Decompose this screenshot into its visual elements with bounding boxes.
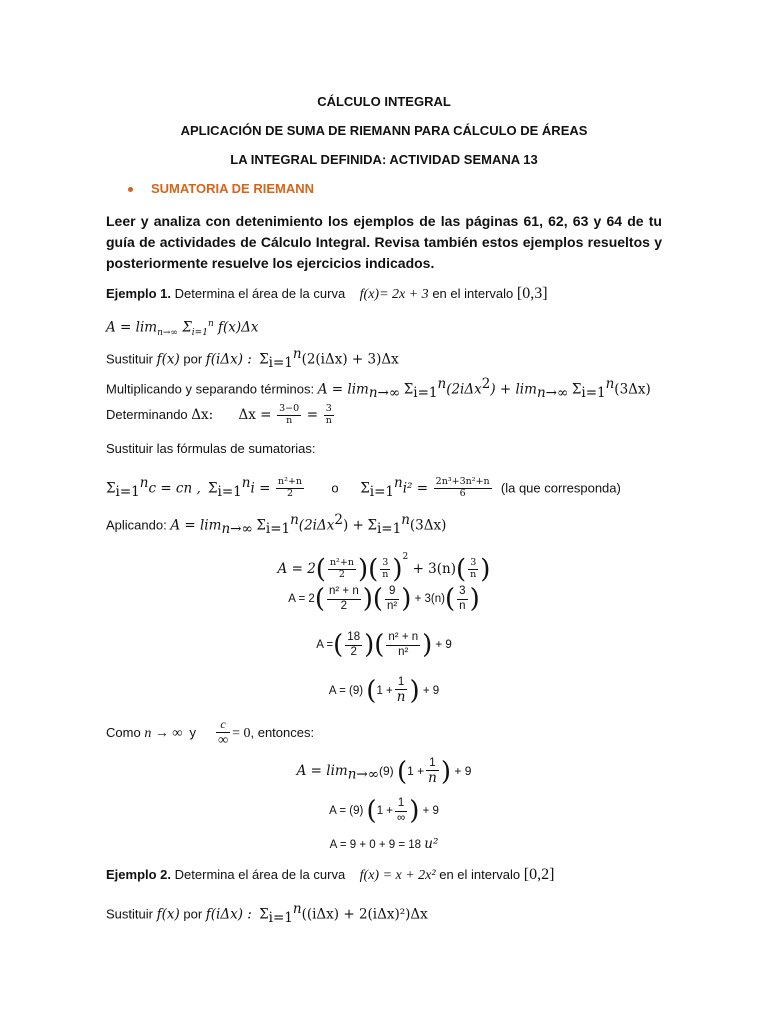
- equals-sign: =: [306, 407, 319, 423]
- como-line: [106, 716, 314, 751]
- infinity-b: 1 +: [376, 805, 393, 818]
- frac-den: n: [459, 599, 466, 612]
- apply-plus: ) +: [342, 517, 364, 534]
- doc-title: CÁLCULO INTEGRAL: [317, 94, 451, 109]
- intro-paragraph: Leer y analiza con detenimiento los ejemplos de las páginas 61, 62, 63 y 64 de tu guía de actividades de Cálculo Integral. Revisa también estos ejemplos resueltos y posteriormente resuelve los ejercicios indicados.: [106, 213, 662, 271]
- frac-den: 6: [459, 488, 466, 500]
- frac-num: 1: [426, 757, 439, 771]
- step-3-frac-1: [345, 631, 362, 658]
- multiply-term-2: (3Δx): [614, 381, 651, 398]
- example-2-statement: [106, 864, 554, 887]
- step-2-frac-2: [385, 585, 399, 612]
- fidx-symbol: f(iΔx) :: [205, 351, 252, 368]
- frac-num: 3: [324, 404, 334, 416]
- sigma-symbol: Σ: [182, 319, 192, 336]
- equals-zero: = 0: [232, 726, 251, 741]
- formulas-label: Sustituir las fórmulas de sumatorias:: [106, 441, 316, 456]
- fidx-symbol-2: f(iΔx) :: [205, 906, 252, 923]
- limit-b: (9): [378, 764, 394, 778]
- frac-den: ∞: [218, 732, 229, 748]
- como-label: Como: [106, 725, 141, 740]
- substitute-label-2: Sustituir: [106, 906, 153, 922]
- y-word: y: [189, 725, 197, 740]
- frac-num: n²+n: [278, 476, 303, 488]
- frac-num: 1: [395, 676, 408, 690]
- frac-num: 3: [380, 558, 390, 570]
- apply-lim: A = lim: [170, 517, 222, 534]
- step-4-c: + 9: [422, 685, 440, 698]
- frac-num: 3: [457, 585, 467, 599]
- frac-num: 18: [345, 631, 362, 645]
- formula-fx-dx: f(x)Δx: [218, 319, 259, 336]
- formula-lim: A = lim: [106, 319, 158, 336]
- frac-num: 3: [468, 558, 478, 570]
- fraction-sum-i: [276, 477, 304, 500]
- frac-den: 2: [340, 599, 348, 612]
- riemann-definition: [106, 316, 259, 341]
- frac-num: c: [216, 718, 230, 733]
- or-word: o: [331, 480, 339, 496]
- infinity-frac: [395, 797, 407, 824]
- step-3: A =( $\frac{18}{2}$ )( $\frac{\text{n² + n}}{\text{n²}}$ ) + 9: [316, 630, 452, 660]
- sigma-upper: n: [207, 319, 214, 329]
- example-2-label: Ejemplo 2.: [106, 867, 172, 882]
- como-tail: , entonces:: [250, 725, 315, 740]
- step-1-frac-1: [328, 558, 356, 581]
- frac-num: n² + n: [327, 585, 361, 599]
- apply-term-2: (3Δx): [409, 517, 447, 534]
- step-3-a: A =: [316, 639, 334, 652]
- substitute-label: Sustituir: [106, 351, 153, 367]
- fx-symbol: f(x): [156, 351, 180, 368]
- step-4-a: A = (9): [328, 685, 364, 698]
- frac-num: n²+n: [329, 557, 354, 569]
- delta-x-eq: Δx =: [238, 407, 272, 423]
- multiply-lim-1: A = lim: [317, 381, 369, 398]
- step-2-frac-1: [327, 585, 361, 612]
- example-1-text: Determina el área de la curva: [174, 286, 346, 301]
- frac-den: 2: [287, 488, 294, 500]
- c-over-infinity: [216, 718, 230, 749]
- sum-note: (la que corresponda): [500, 480, 621, 496]
- result-unit: u²: [424, 836, 439, 852]
- multiply-lim-2: ) + lim: [490, 381, 537, 398]
- sigma-index: i=1: [191, 328, 208, 339]
- step-1-frac-2: [380, 558, 390, 581]
- sum-i-squared: i² =: [402, 480, 429, 497]
- frac-num: 1: [395, 797, 407, 811]
- fraction-3-0-n: [277, 404, 301, 427]
- section-heading: SUMATORIA DE RIEMANN: [151, 181, 314, 196]
- frac-num: 2n³+3n²+n: [435, 476, 490, 488]
- doc-subtitle: APLICACIÓN DE SUMA DE RIEMANN PARA CÁLCULO DE ÁREAS: [180, 123, 588, 138]
- sum-constant: c = cn ,: [148, 480, 201, 497]
- step-3-frac-2: [386, 631, 420, 658]
- example-1-statement: [106, 284, 548, 305]
- example-1-interval: [0,3]: [516, 285, 548, 302]
- frac-den: ∞: [397, 811, 406, 824]
- limit-e: + 9: [454, 764, 472, 778]
- formula-lim-sub: n→∞: [157, 328, 178, 339]
- frac-den: n²: [398, 645, 409, 658]
- por-word: por: [183, 351, 203, 367]
- apply-term-1: (2iΔx: [298, 517, 335, 534]
- apply-label: Aplicando:: [106, 517, 167, 533]
- frac-den: n: [428, 770, 437, 787]
- step-1: A = 2( $\frac{\text{n²+n}}{2}$ )( $\frac{3}{n}$ )$^2$ + 3(n)( $\frac{3}{n}$ ): [277, 552, 491, 585]
- substitution-line: Sustituir f(x) por f(iΔx) : $\Sigma_{i=1}^n(2(i\Delta x) + 3)\Delta x$: [106, 346, 399, 371]
- frac-den: 2: [350, 645, 357, 658]
- delta-x-symbol: Δx:: [191, 407, 214, 423]
- infinity-a: A = (9): [329, 805, 364, 818]
- limit-frac: [426, 757, 439, 787]
- frac-num: n² + n: [386, 631, 420, 645]
- result-line: [0, 836, 768, 853]
- substituted-expression: (2(iΔx) + 3)Δx: [301, 351, 399, 368]
- n-to-infinity: n → ∞: [144, 726, 183, 741]
- fraction-sum-i2: [434, 477, 492, 500]
- limit-a: A = lim: [296, 763, 348, 779]
- fx-symbol-2: f(x): [156, 906, 180, 923]
- frac-num: 9: [385, 585, 399, 599]
- example-1-interval-text: en el intervalo: [432, 286, 514, 301]
- por-word-2: por: [183, 906, 203, 922]
- step-3-b: + 9: [435, 639, 452, 652]
- apply-line: Aplicando: $A = \lim_{n\to\infty} \Sigma_{i=1}^n(2i\Delta x^2) + \Sigma_{i=1}^n(3\Delta x)$: [106, 512, 447, 537]
- frac-den: n: [286, 415, 293, 427]
- sum-i: i =: [250, 480, 271, 497]
- step-2-a: A = 2: [288, 593, 315, 606]
- multiply-term-1: (2iΔx: [446, 381, 482, 398]
- limit-step: $A = \lim_{n\to\infty}(9) (1$ + $\frac{1}{n}$ ) + 9: [296, 756, 472, 787]
- example-2-text: Determina el área de la curva: [174, 867, 346, 882]
- step-4: A = (9) (1 + $\frac{1}{n}$ ) + 9: [328, 676, 440, 706]
- activity-title: LA INTEGRAL DEFINIDA: ACTIVIDAD SEMANA 13: [230, 152, 538, 167]
- step-4-b: 1 +: [376, 685, 393, 698]
- limit-c: 1 +: [407, 764, 425, 778]
- example-2-interval: [0,2]: [523, 866, 555, 883]
- fraction-3-n: [324, 404, 334, 427]
- frac-num: 3−0: [279, 403, 300, 415]
- bullet-icon: [128, 187, 133, 192]
- step-1-a: A = 2: [277, 561, 316, 577]
- frac-den: n: [470, 569, 477, 580]
- delta-x-line: [106, 400, 336, 430]
- frac-den: n: [325, 415, 332, 427]
- example-2-interval-text: en el intervalo: [439, 867, 521, 882]
- frac-den: n: [396, 689, 406, 706]
- substituted-expression-2: ((iΔx) + 2(iΔx)²)Δx: [301, 906, 428, 923]
- step-2-frac-3: [457, 585, 467, 612]
- infinity-c: + 9: [422, 805, 439, 818]
- multiply-label: Multiplicando y separando términos:: [106, 381, 315, 397]
- step-2-b: + 3(n): [414, 593, 445, 606]
- determine-label: Determinando: [106, 407, 188, 422]
- example-2-substitution: Sustituir f(x) por f(iΔx) : $\Sigma_{i=1}^n((i\Delta x) + 2(i\Delta x)^2)\Delta x$: [106, 901, 428, 926]
- example-2-function: f(x) = x + 2x²: [359, 868, 436, 883]
- step-1-b: + 3(n): [412, 561, 456, 577]
- step-4-frac: [395, 676, 408, 706]
- frac-den: 2: [338, 569, 345, 580]
- multiply-line: Multiplicando y separando términos: $A = \lim_{n\to\infty} \Sigma_{i=1}^n(2i\Delta x^2) + \lim_{n\to\infty} \Sigma_{i=1}^n(3\Delta x)$: [106, 376, 651, 401]
- example-1-label: Ejemplo 1.: [106, 286, 172, 301]
- step-1-frac-3: [468, 558, 478, 581]
- sum-formulas: $\Sigma_{i=1}^nc$ = cn , $\Sigma_{i=1}^ni$ = $\frac{\text{n²+n}}{2}$ o $\Sigma_{i=1}^ni^2$ = $\frac{\text{2n³+3n²+n}}{6}$ (la que corresponda): [106, 475, 621, 500]
- result-value: A = 9 + 0 + 9 = 18: [329, 839, 422, 851]
- step-2: A = 2( $\frac{\text{n² + n}}{2}$ )( $\frac{9}{\text{n²}}$ ) + 3(n)( $\frac{3}{n}$ ): [288, 584, 480, 614]
- frac-den: n²: [387, 599, 398, 612]
- frac-den: n: [382, 569, 389, 580]
- example-1-function: f(x)= 2x + 3: [359, 287, 429, 302]
- infinity-step: A = (9) (1 + $\frac{1}{\infty}$ ) + 9: [329, 796, 439, 826]
